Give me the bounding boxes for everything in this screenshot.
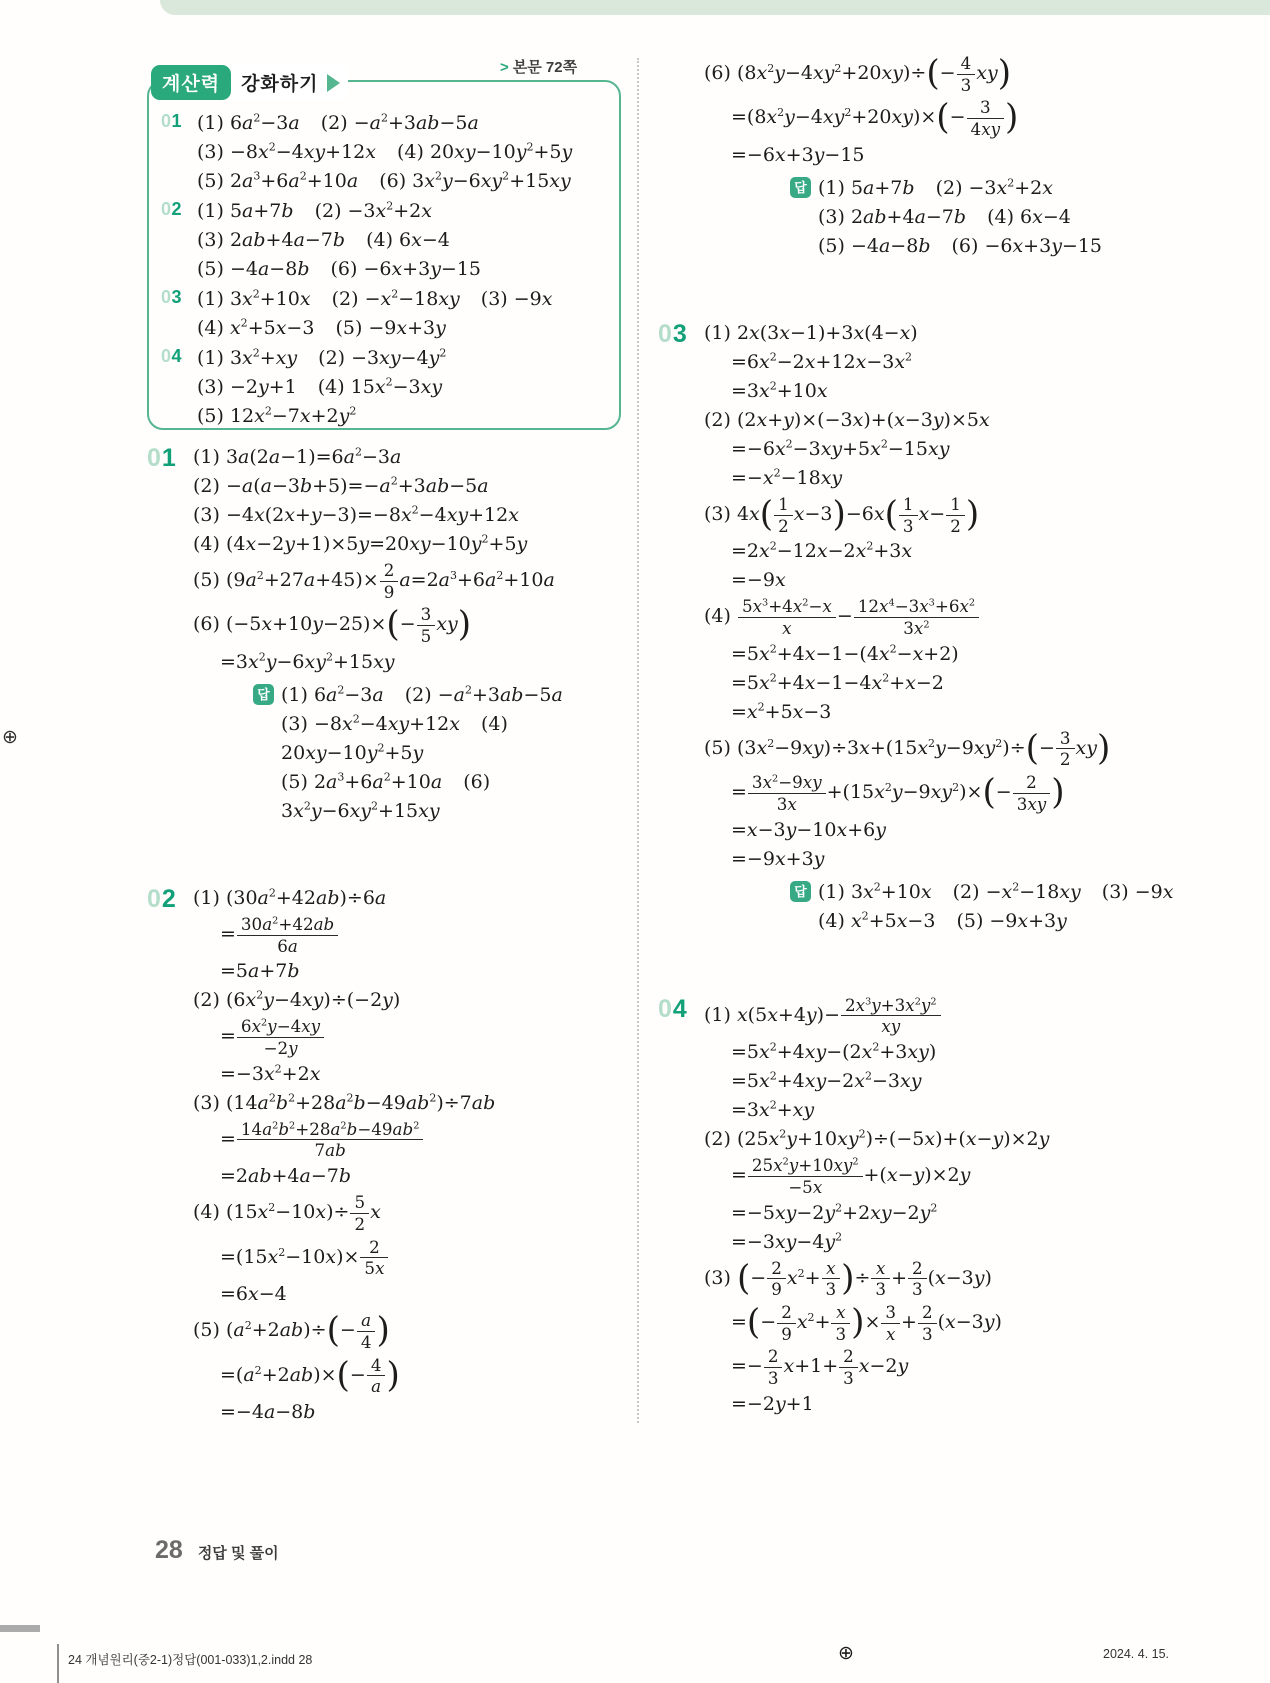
answer-icon: 답 <box>790 881 811 902</box>
reference-label: 본문 72쪽 <box>512 59 578 76</box>
fraction: $\frac{5}{2}$ <box>350 1193 369 1233</box>
crop-mark-dash <box>0 1625 40 1632</box>
math-line: =−6x+3y−15 <box>731 143 865 166</box>
math-line: $=5x^2+4x-1-(4x^2-x+2)$ <box>731 642 959 665</box>
math-line: $=(8x^2y-4xy^2+20xy)\times(-$ $\frac{3}{4xy}$ ) <box>731 97 1019 140</box>
problem-lines <box>197 197 613 284</box>
math-line: (3) (− $\frac{2}{9}$ $x^2+$ $\frac{x}{3}$ )÷ $\frac{x}{3}$ + $\frac{2}{3}$ (x−3y) <box>704 1257 992 1300</box>
answer-line: (3) 2ab+4a−7b (4) 6x−4 <box>818 205 1071 228</box>
math-line: =− $\frac{2}{3}$ x+1+ $\frac{2}{3}$ x−2y <box>731 1346 909 1389</box>
fraction: $\frac{30a^2+42ab}{6a}$ <box>237 915 338 955</box>
solution-body <box>193 884 639 1427</box>
registration-mark-bottom: ⊕ <box>838 1643 854 1664</box>
answer-line: (4) $x^2+5x-3$ (5) −9x+3y <box>818 909 1067 932</box>
math-line: $=3x^2y-6xy^2+15xy$ <box>220 650 395 673</box>
problem-row <box>161 197 613 284</box>
fraction: $\frac{x}{3}$ <box>871 1259 890 1299</box>
math-line: $=(a^2+2ab)\times(-$ $\frac{4}{a}$ ) <box>220 1354 400 1397</box>
math-line: =x−3y−10x+6y <box>731 818 886 841</box>
math-line: (4) $x^2+5x-3$ (5) −9x+3y <box>197 316 446 339</box>
solution-number: 01 <box>147 444 177 472</box>
print-footer-filename: 24 개념원리(중2-1)정답(001-033)1,2.indd 28 <box>68 1653 313 1667</box>
math-line: $=-5xy-2y^2+2xy-2y^2$ <box>731 1201 938 1224</box>
math-line: = $\frac{30a^2+42ab}{6a}$ <box>193 913 639 957</box>
math-line: $=3x^2+10x$ <box>731 379 828 402</box>
math-line: =2ab+4a−7b <box>220 1165 352 1188</box>
fraction: $\frac{2}{9}$ <box>777 1303 796 1343</box>
solution-number: 04 <box>658 994 688 1023</box>
math-line: $=(15x^2-10x)\times$ $\frac{2}{5x}$ <box>193 1236 639 1280</box>
solution-block <box>147 443 639 826</box>
math-line: (3) 4x( $\frac{1}{2}$ x−3)−6x( $\frac{1}{3}$ x− $\frac{1}{2}$ ) <box>704 493 980 536</box>
answer-icon: 답 <box>253 684 274 705</box>
problem-lines <box>197 285 613 343</box>
answer-line: 답 (1) $3x^2+10x$ $(2) -x^2-18xy$ (3) −9x <box>790 878 1216 907</box>
calc-practice-box <box>147 74 621 430</box>
solution-body <box>193 443 639 826</box>
answer-block <box>790 174 1216 261</box>
math-line: (3) $(14a^2b^2+28a^2b-49ab^2)\div 7ab$ <box>193 1091 496 1114</box>
print-footer-date: 2024. 4. 15. <box>1103 1647 1170 1661</box>
fraction: $\frac{1}{3}$ <box>899 495 918 535</box>
math-line: (3) 2ab+4a−7b (4) 6x−4 <box>197 229 450 251</box>
calc-box-header <box>151 65 348 100</box>
math-line: =6x−4 <box>220 1283 287 1306</box>
math-line: =−4a−8b <box>220 1400 316 1423</box>
fraction: $\frac{3}{5}$ <box>417 605 436 645</box>
box-title: 강화하기 <box>241 74 319 95</box>
math-line: (1) $6a^2-3a$ $(2) -a^2+3ab-5a$ <box>197 111 479 134</box>
math-line: (1) $3a(2a-1)=6a^2-3a$ <box>193 445 402 468</box>
solution-body <box>704 319 1216 936</box>
math-line: $=5x^2+4xy-(2x^2+3xy)$ <box>731 1040 937 1064</box>
math-line: (5) $2a^3+6a^2+10a$ (6) $3x^2y-6xy^2+15xy$ <box>197 169 571 192</box>
solution-body <box>704 52 1216 261</box>
math-line: =−9x+3y <box>731 847 825 870</box>
calc-badge: 계산력 <box>151 65 231 100</box>
left-column <box>147 443 639 1485</box>
math-line: $=6x^2-2x+12x-3x^2$ <box>731 350 913 373</box>
answer-line: 답 (1) $6a^2-3a$ $(2) -a^2+3ab-5a$ <box>253 681 639 710</box>
math-line: =(− $\frac{2}{9}$ $x^2+$ $\frac{x}{3}$ )× $\frac{3}{x}$ + $\frac{2}{3}$ (x−3y) <box>731 1301 1002 1344</box>
math-line: (6) (−5x+10y−25)×(− $\frac{3}{5}$ xy) <box>193 604 472 647</box>
fraction: $\frac{3}{4xy}$ <box>967 98 1005 138</box>
math-line: (2) (2x+y)×(−3x)+(x−3y)×5x <box>704 408 990 431</box>
fraction: $\frac{2}{9}$ <box>380 561 399 601</box>
math-line: = $\frac{3x^2-9xy}{3x}$ $+(15x^2y-9xy^2)\times(-$ $\frac{2}{3xy}$ ) <box>731 772 1065 814</box>
fraction: $\frac{3}{x}$ <box>881 1303 900 1343</box>
fraction: $\frac{a}{4}$ <box>357 1311 376 1351</box>
answer-line: (5) $2a^3+6a^2+10a$ (6) $3x^2y-6xy^2+15xy$ <box>281 770 491 822</box>
problem-row <box>161 344 613 431</box>
right-column <box>658 52 1216 1477</box>
math-line: (1) $3x^2+xy$ $(2) -3xy-4y^2$ <box>197 346 447 369</box>
problem-lines <box>197 109 613 196</box>
problem-lines <box>197 344 613 431</box>
math-line: $=5x^2+4xy-2x^2-3xy$ <box>731 1069 922 1093</box>
fraction: $\frac{3x^2-9xy}{3x}$ <box>748 773 826 813</box>
problem-number: 02 <box>161 199 183 219</box>
math-line: (1) 5a+7b $(2) -3x^2+2x$ <box>197 199 432 222</box>
solution-number: 03 <box>658 319 688 348</box>
problem-list <box>161 109 613 431</box>
top-band-decoration <box>160 0 1270 15</box>
math-line: (2) $(6x^2y-4xy)\div(-2y)$ <box>193 988 401 1012</box>
math-line: (4) $(4x-2y+1)\times 5y=20xy-10y^2+5y$ <box>193 532 528 555</box>
problem-number: 03 <box>161 287 183 307</box>
page-footer <box>155 1536 279 1565</box>
math-line: $=3x^2+xy$ <box>731 1098 815 1122</box>
math-line: (1) $(30a^2+42ab)\div 6a$ <box>193 886 387 909</box>
math-line: $(3) -4x(2x+y-3)=-8x^2-4xy+12x$ <box>193 503 519 526</box>
page-number: 28 <box>155 1536 183 1564</box>
solution-number: 02 <box>147 884 177 913</box>
page-section-label: 정답 및 풀이 <box>197 1545 279 1562</box>
fraction: $\frac{2x^3y+3x^2y^2}{xy}$ <box>841 996 941 1036</box>
fraction: $\frac{x}{3}$ <box>822 1259 841 1299</box>
fraction: $\frac{14a^2b^2+28a^2b-49ab^2}{7ab}$ <box>237 1120 423 1160</box>
math-line: (1) 2x(3x−1)+3x(4−x) <box>704 321 918 344</box>
math-line: =−2y+1 <box>731 1392 814 1415</box>
reference-link[interactable] <box>500 56 577 77</box>
math-line: $=-3xy-4y^2$ <box>731 1230 843 1253</box>
problem-number: 04 <box>161 346 183 366</box>
math-line: (5) −4a−8b (6) −6x+3y−15 <box>197 258 482 280</box>
math-line: = $\frac{25x^2y+10xy^2}{-5x}$ +(x−y)×2y <box>731 1155 971 1197</box>
fraction: $\frac{25x^2y+10xy^2}{-5x}$ <box>748 1156 863 1196</box>
fraction: $\frac{3}{2}$ <box>1056 729 1075 769</box>
registration-mark-left: ⊕ <box>2 727 18 748</box>
math-line: $=-6x^2-3xy+5x^2-15xy$ <box>731 437 950 460</box>
math-line: $(3) -8x^2-4xy+12x$ (4) $20xy-10y^2+5y$ <box>197 140 573 163</box>
math-line: (1) x(5x+4y)− $\frac{2x^3y+3x^2y^2}{xy}$ <box>704 994 1216 1038</box>
math-line: $=5x^2+4x-1-4x^2+x-2$ <box>731 671 944 694</box>
solution-block <box>658 994 1216 1419</box>
math-line: =5a+7b <box>220 960 300 983</box>
answer-block <box>253 681 639 826</box>
footer-rule <box>57 1644 59 1683</box>
fraction: $\frac{5x^3+4x^2-x}{x}$ <box>738 597 836 637</box>
fraction: $\frac{6x^2y-4xy}{-2y}$ <box>237 1017 324 1057</box>
fraction: $\frac{4}{3}$ <box>957 54 976 94</box>
solution-block <box>658 319 1216 936</box>
fraction: $\frac{2}{3}$ <box>764 1347 783 1387</box>
fraction: $\frac{2}{9}$ <box>767 1259 786 1299</box>
fraction: $\frac{2}{3xy}$ <box>1013 773 1051 813</box>
answer-icon: 답 <box>790 177 811 198</box>
problem-row <box>161 109 613 196</box>
math-line: (6) $(8x^2y-4xy^2+20xy)\div(-$ $\frac{4}{3}$ xy) <box>704 53 1012 95</box>
math-line: (5) $12x^2-7x+2y^2$ <box>197 404 357 427</box>
math-line: (1) $3x^2+10x$ $(2) -x^2-18xy$ (3) −9x <box>197 287 553 310</box>
math-line: $=x^2+5x-3$ <box>731 700 832 723</box>
pointer-triangle-icon <box>327 74 340 92</box>
answer-block <box>790 878 1216 936</box>
answer-line: (5) −4a−8b (6) −6x+3y−15 <box>818 234 1103 257</box>
math-line: $=2x^2-12x-2x^2+3x$ <box>731 539 913 563</box>
math-line: $=-3x^2+2x$ <box>220 1062 321 1085</box>
fraction: $\frac{4}{a}$ <box>367 1356 386 1396</box>
fraction: $\frac{x}{3}$ <box>831 1303 850 1343</box>
fraction: $\frac{2}{3}$ <box>908 1259 927 1299</box>
problem-row <box>161 285 613 343</box>
math-line: (5) $(a^2+2ab)\div(-$ $\frac{a}{4}$ ) <box>193 1310 390 1352</box>
fraction: $\frac{2}{3}$ <box>918 1303 937 1343</box>
math-line: (5) $(3x^2-9xy)\div 3x+(15x^2y-9xy^2)\div(-$ $\frac{3}{2}$ xy) <box>704 727 1111 770</box>
fraction: $\frac{1}{2}$ <box>774 495 793 535</box>
math-line: (2) $(25x^2y+10xy^2)\div(-5x)+(x-y)\times 2y$ <box>704 1127 1050 1151</box>
solution-block <box>147 884 639 1427</box>
answer-line: $(3) -8x^2-4xy+12x$ (4) $20xy-10y^2+5y$ <box>281 712 508 764</box>
math-line: $=-x^2-18xy$ <box>731 466 843 489</box>
solution-block <box>658 52 1216 261</box>
math-line: =−9x <box>731 569 786 592</box>
fraction: $\frac{12x^4-3x^3+6x^2}{3x^2}$ <box>854 597 979 637</box>
answer-line: 답 (1) 5a+7b $(2) -3x^2+2x$ <box>790 174 1216 203</box>
fraction: $\frac{2}{5x}$ <box>360 1238 388 1278</box>
fraction: $\frac{1}{2}$ <box>946 495 965 535</box>
chevron-right-icon: > <box>500 59 509 76</box>
math-line: (3) −2y+1 (4) $15x^2-3xy$ <box>197 375 443 398</box>
math-line: (5) $(9a^2+27a+45)\times$ $\frac{2}{9}$ $a=2a^3+6a^2+10a$ <box>193 560 555 602</box>
math-line: $(2) -a(a-3b+5)=-a^2+3ab-5a$ <box>193 474 489 497</box>
math-line: = $\frac{6x^2y-4xy}{-2y}$ <box>193 1015 639 1059</box>
math-line: (4) $(15x^2-10x)\div$ $\frac{5}{2}$ x <box>193 1192 381 1234</box>
solution-body <box>704 994 1216 1419</box>
fraction: $\frac{2}{3}$ <box>839 1347 858 1387</box>
problem-number: 01 <box>161 111 183 131</box>
math-line: (4) $\frac{5x^3+4x^2-x}{x}$ − $\frac{12x^4-3x^3+6x^2}{3x^2}$ <box>704 595 1216 639</box>
math-line: = $\frac{14a^2b^2+28a^2b-49ab^2}{7ab}$ <box>193 1118 639 1162</box>
